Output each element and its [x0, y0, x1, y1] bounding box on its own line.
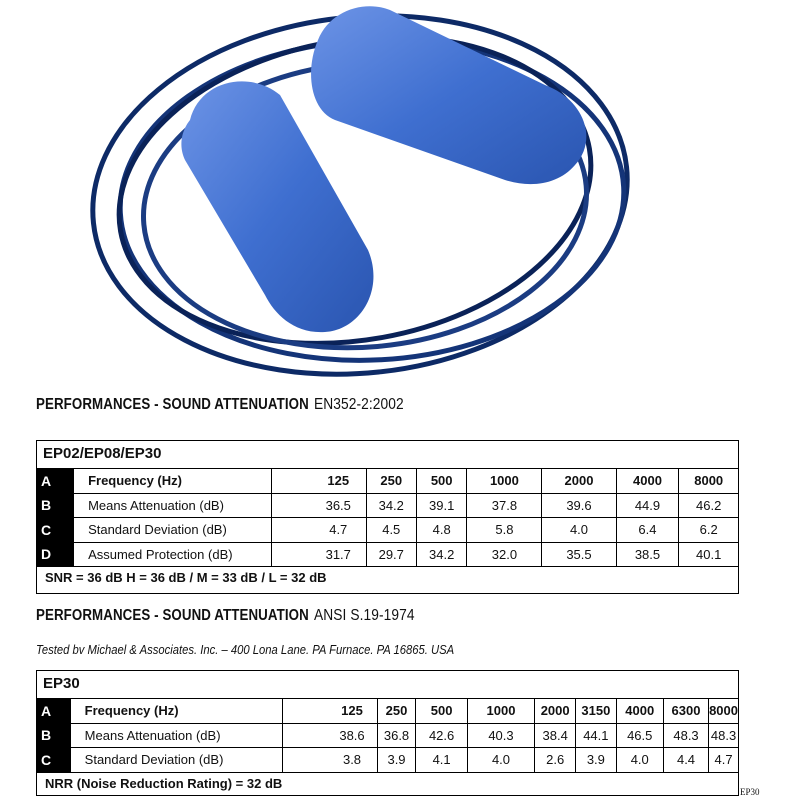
value-cell: 36.5: [311, 493, 366, 518]
spacer-cell: [283, 723, 328, 748]
row-key: D: [37, 542, 74, 567]
value-cell: 38.5: [616, 542, 679, 567]
value-cell: 4.0: [467, 748, 534, 773]
table-2-row-b: [37, 723, 738, 748]
value-cell: 4.0: [542, 518, 616, 543]
row-label: Frequency (Hz): [74, 469, 272, 493]
row-label: Frequency (Hz): [70, 699, 283, 723]
value-cell: 39.6: [542, 493, 616, 518]
row-label: Assumed Protection (dB): [74, 542, 272, 567]
value-cell: 34.2: [416, 542, 466, 567]
value-cell: 500: [416, 469, 466, 493]
value-cell: 4.7: [709, 748, 738, 773]
value-cell: 6.2: [679, 518, 738, 543]
row-key: B: [37, 493, 74, 518]
value-cell: 46.5: [616, 723, 663, 748]
row-label: Means Attenuation (dB): [70, 723, 283, 748]
value-cell: 29.7: [366, 542, 416, 567]
row-key: B: [37, 723, 70, 748]
value-cell: 2.6: [535, 748, 576, 773]
table-2-grid: [37, 699, 738, 773]
section-1-standard: EN352-2:2002: [313, 396, 404, 413]
value-cell: 42.6: [416, 723, 467, 748]
value-cell: 3150: [576, 699, 616, 723]
value-cell: 46.2: [679, 493, 738, 518]
value-cell: 37.8: [467, 493, 542, 518]
value-cell: 2000: [535, 699, 576, 723]
value-cell: 3.8: [327, 748, 377, 773]
value-cell: 38.4: [535, 723, 576, 748]
table-1-row-c: [37, 518, 738, 543]
attenuation-table-en352: [36, 440, 739, 594]
row-label: Standard Deviation (dB): [70, 748, 283, 773]
row-key: C: [37, 748, 70, 773]
section-1-title: PERFORMANCES - SOUND ATTENUATION EN352-2:2002: [36, 396, 404, 413]
value-cell: 8000: [679, 469, 738, 493]
row-key: A: [37, 699, 70, 723]
value-cell: 39.1: [416, 493, 466, 518]
row-label: Means Attenuation (dB): [74, 493, 272, 518]
table-2-name: EP30: [37, 671, 738, 699]
value-cell: 38.6: [327, 723, 377, 748]
value-cell: 3.9: [377, 748, 416, 773]
value-cell: 4.1: [416, 748, 467, 773]
table-2-row-c: [37, 748, 738, 773]
value-cell: 6300: [663, 699, 708, 723]
table-2-footer: NRR (Noise Reduction Rating) = 32 dB: [45, 775, 283, 791]
earplug-right: [311, 6, 586, 184]
value-cell: 6.4: [616, 518, 679, 543]
attenuation-table-ansi: [36, 670, 739, 796]
value-cell: 4000: [616, 699, 663, 723]
tested-by-note: Tested bv Michael & Associates. Inc. – 400 Lona Lane. PA Furnace. PA 16865. USA: [36, 643, 455, 657]
table-1-row-a: [37, 469, 738, 493]
table-1-footer: SNR = 36 dB H = 36 dB / M = 33 dB / L = 32 dB: [45, 570, 327, 585]
value-cell: 8000: [709, 699, 738, 723]
value-cell: 40.3: [467, 723, 534, 748]
section-2-title: PERFORMANCES - SOUND ATTENUATION ANSI S.19-1974: [36, 607, 415, 624]
table-2-row-a: [37, 699, 738, 723]
spacer-cell: [283, 699, 328, 723]
value-cell: 40.1: [679, 542, 738, 567]
value-cell: 250: [377, 699, 416, 723]
value-cell: 125: [311, 469, 366, 493]
value-cell: 500: [416, 699, 467, 723]
product-photo-earplugs: [0, 0, 800, 390]
table-1-row-d: [37, 542, 738, 567]
spacer-cell: [271, 493, 311, 518]
table-1-row-b: [37, 493, 738, 518]
table-1-name: EP02/EP08/EP30: [37, 441, 738, 469]
row-key: C: [37, 518, 74, 543]
value-cell: 4.4: [663, 748, 708, 773]
product-code: EP30: [740, 787, 760, 797]
value-cell: 31.7: [311, 542, 366, 567]
section-2-standard: ANSI S.19-1974: [313, 607, 415, 624]
table-1-grid: [37, 469, 738, 567]
value-cell: 48.3: [663, 723, 708, 748]
value-cell: 4.8: [416, 518, 466, 543]
value-cell: 44.1: [576, 723, 616, 748]
value-cell: 1000: [467, 469, 542, 493]
spacer-cell: [271, 469, 311, 493]
value-cell: 3.9: [576, 748, 616, 773]
spacer-cell: [271, 518, 311, 543]
value-cell: 4.5: [366, 518, 416, 543]
value-cell: 1000: [467, 699, 534, 723]
value-cell: 125: [327, 699, 377, 723]
row-key: A: [37, 469, 74, 493]
spacer-cell: [283, 748, 328, 773]
value-cell: 44.9: [616, 493, 679, 518]
value-cell: 4.7: [311, 518, 366, 543]
value-cell: 36.8: [377, 723, 416, 748]
value-cell: 2000: [542, 469, 616, 493]
value-cell: 35.5: [542, 542, 616, 567]
value-cell: 48.3: [709, 723, 738, 748]
value-cell: 4.0: [616, 748, 663, 773]
row-label: Standard Deviation (dB): [74, 518, 272, 543]
value-cell: 4000: [616, 469, 679, 493]
value-cell: 5.8: [467, 518, 542, 543]
value-cell: 250: [366, 469, 416, 493]
spacer-cell: [271, 542, 311, 567]
value-cell: 34.2: [366, 493, 416, 518]
value-cell: 32.0: [467, 542, 542, 567]
